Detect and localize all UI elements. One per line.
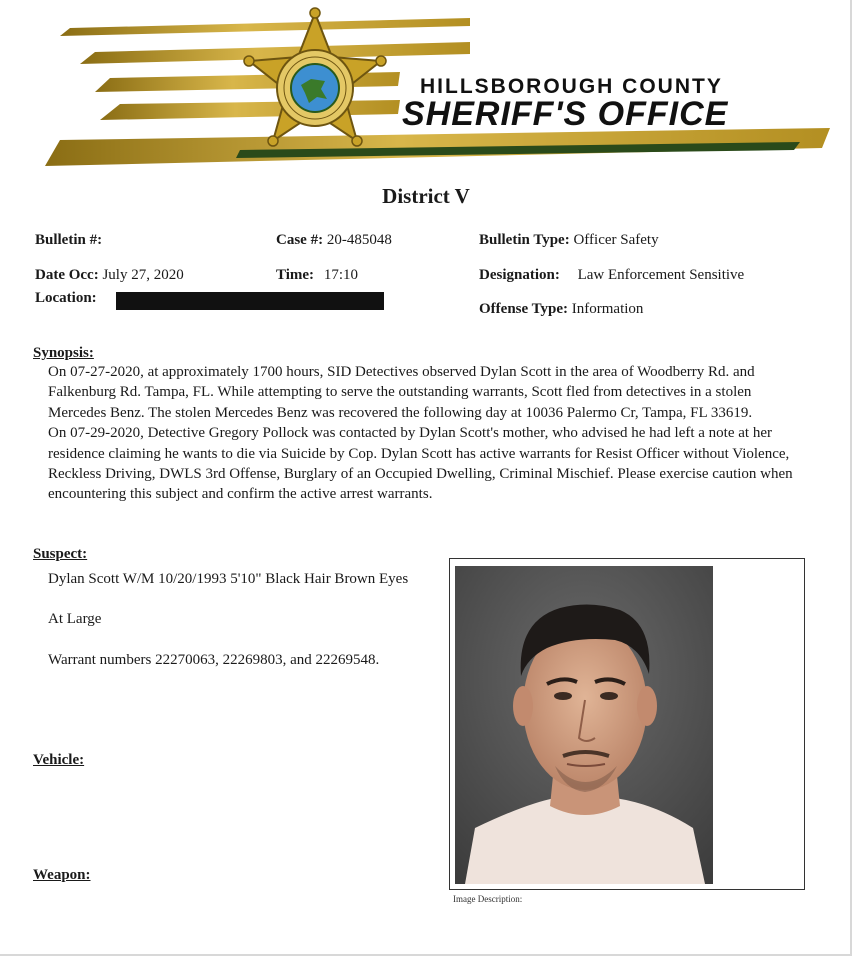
offense-type-label: Offense Type: (479, 301, 569, 317)
case-number-label: Case #: (276, 232, 324, 248)
gold-stripe-1 (60, 18, 470, 36)
gold-stripe-4 (100, 100, 400, 120)
suspect-heading: Suspect: (33, 546, 88, 562)
suspect-photo-frame (449, 558, 805, 890)
designation-field (479, 267, 744, 284)
suspect-mugshot-image (455, 566, 713, 884)
bulletin-number-label: Bulletin #: (35, 232, 103, 248)
designation-value: Law Enforcement Sensitive (577, 267, 745, 283)
date-occurred-value: July 27, 2020 (102, 267, 184, 283)
case-number-field (276, 232, 392, 249)
suspect-description: Dylan Scott W/M 10/20/1993 5'10" Black Hair Brown Eyes (48, 571, 409, 587)
synopsis-paragraph: On 07-27-2020, at approximately 1700 hours, SID Detectives observed Dylan Scott in the area of Woodberry Rd. and Falkenburg Rd. Tampa, FL. While attempting to serve the outstanding warrants, Scott fled from detectives in a stolen Mercedes Benz. The stolen Mercedes Benz was recovered the following day at 10036 Palermo Cr, Tampa, FL 33619. (48, 364, 755, 421)
synopsis-heading: Synopsis: (33, 345, 94, 361)
date-occurred-field (35, 267, 184, 284)
agency-name-county: HILLSBOROUGH COUNTY (420, 75, 723, 98)
date-occurred-label: Date Occ: (35, 267, 99, 283)
location-redaction-bar (116, 292, 384, 310)
weapon-heading: Weapon: (33, 867, 91, 883)
district-title: District V (382, 184, 470, 208)
synopsis-paragraph: On 07-29-2020, Detective Gregory Pollock was contacted by Dylan Scott's mother, who advised he had left a note at her residence claiming he wants to die via Suicide by Cop. Dylan Scott has active warrants for Resist Officer without Violence, Reckless Driving, DWLS 3rd Offense, Burglary of an Occupied Dwelling, Criminal Mischief. Please exercise caution when encountering this subject and confirm the active arrest warrants. (48, 425, 793, 503)
case-number-value: 20-485048 (326, 232, 392, 248)
offense-type-value: Information (571, 301, 644, 317)
suspect-body (48, 569, 428, 670)
synopsis-body (48, 362, 808, 505)
bulletin-type-field (479, 232, 659, 249)
time-value: 17:10 (323, 267, 358, 283)
offense-type-field (479, 301, 643, 318)
agency-name-office: SHERIFF'S OFFICE (402, 95, 729, 133)
bulletin-number-field (35, 232, 102, 249)
suspect-status: At Large (48, 611, 102, 628)
location-label: Location: (35, 290, 97, 306)
bulletin-type-value: Officer Safety (573, 232, 659, 248)
image-description-caption: Image Description: (453, 894, 523, 904)
time-label: Time: (276, 267, 315, 283)
designation-label: Designation: (479, 267, 560, 283)
bulletin-type-label: Bulletin Type: (479, 232, 570, 248)
suspect-warrants: Warrant numbers 22270063, 22269803, and 22269548. (48, 651, 380, 668)
agency-header (0, 0, 852, 180)
location-field (35, 290, 97, 307)
time-field (276, 267, 358, 284)
vehicle-heading: Vehicle: (33, 752, 85, 768)
